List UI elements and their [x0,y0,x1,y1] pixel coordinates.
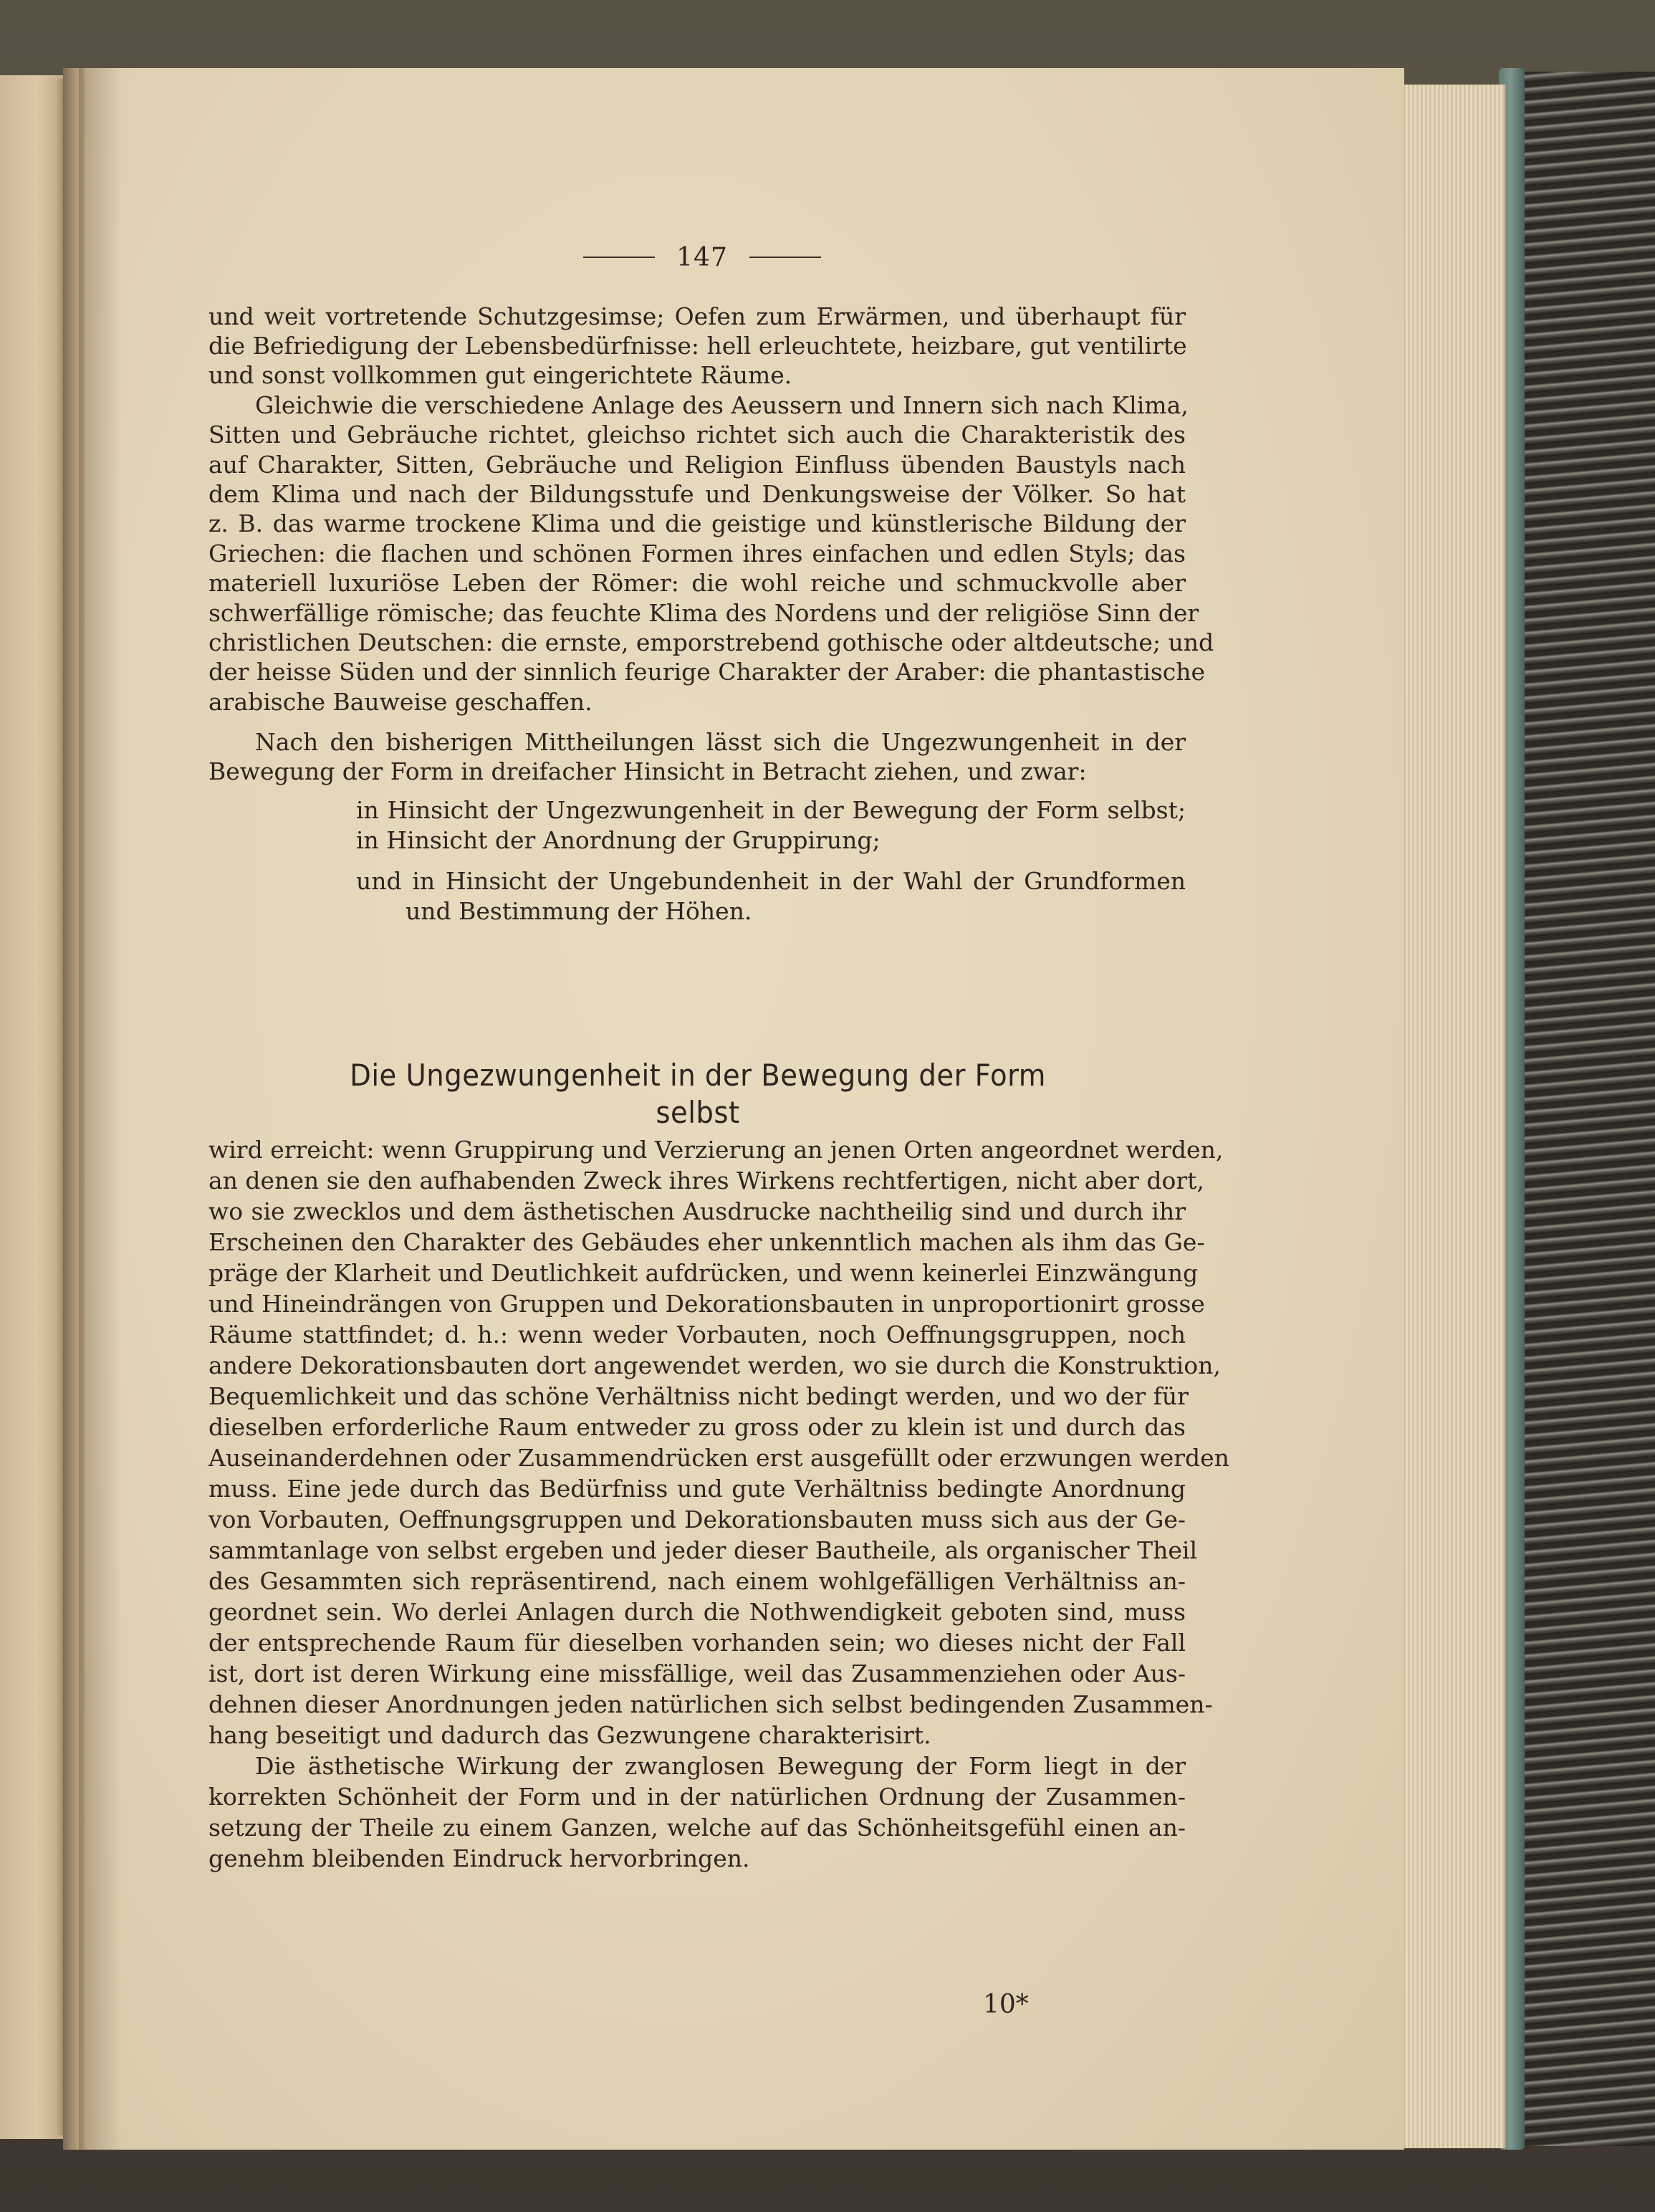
page-number: 147 [676,242,728,272]
text-line: Die ästhetische Wirkung der zwanglosen Bewegung der Form liegt in der [255,1752,1186,1780]
text-line: Bewegung der Form in dreifacher Hinsicht in Betracht ziehen, und zwar: [208,757,1087,785]
text-line: korrekten Schönheit der Form und in der natürlichen Ordnung der Zusammen- [208,1783,1186,1811]
text-line: Bequemlichkeit und das schöne Verhältniss nicht bedingt werden, und wo der für [208,1382,1189,1410]
header-rule-right [749,257,821,258]
text-line: materiell luxuriöse Leben der Römer: die wohl reiche und schmuckvolle aber [208,569,1186,597]
text-line: z. B. das warme trockene Klima und die geistige und künstlerische Bildung der [208,509,1186,537]
text-line: muss. Eine jede durch das Bedürfniss und gute Verhältniss bedingte Anordnung [208,1475,1186,1503]
page-header [566,239,838,275]
text-line: an denen sie den aufhabenden Zweck ihres Wirkens rechtfertigen, nicht aber dort, [208,1167,1204,1194]
text-line: christlichen Deutschen: die ernste, emporstrebend gothische oder altdeutsche; und [208,628,1214,656]
text-line: des Gesammten sich repräsentirend, nach einem wohlgefälligen Verhältniss an- [208,1567,1186,1595]
text-line: arabische Bauweise geschaffen. [208,688,593,716]
text-line: auf Charakter, Sitten, Gebräuche und Religion Einfluss übenden Baustyls nach [208,451,1186,479]
signature-mark: 10* [983,1990,1029,2019]
text-line: genehm bleibenden Eindruck hervorbringen. [208,1844,750,1872]
text-line: hang beseitigt und dadurch das Gezwungene charakterisirt. [208,1721,931,1749]
section-heading: Die Ungezwungenheit in der Bewegung der Form selbst [350,1058,1046,1130]
text-line: die Befriedigung der Lebensbedürfnisse: hell erleuchtete, heizbare, gut ventilirte [208,332,1187,360]
list-item: und in Hinsicht der Ungebundenheit in der Wahl der Grundformen [356,867,1186,895]
text-line: und sonst vollkommen gut eingerichtete Räume. [208,361,792,389]
text-line: Griechen: die flachen und schönen Formen ihres einfachen und edlen Styls; das [208,540,1186,568]
text-line: wird erreicht: wenn Gruppirung und Verzierung an jenen Orten angeordnet werden, [208,1136,1224,1164]
text-line: andere Dekorationsbauten dort angewendet werden, wo sie durch die Konstruktion, [208,1351,1221,1379]
text-line: und weit vortretende Schutzgesimse; Oefen zum Erwärmen, und überhaupt für [208,302,1186,330]
header-rule-left [583,257,655,258]
text-line: der heisse Süden und der sinnlich feurige Charakter der Araber: die phantastische [208,658,1206,686]
list-item: und Bestimmung der Höhen. [406,897,752,925]
list-item: in Hinsicht der Ungezwungenheit in der Bewegung der Form selbst; [356,796,1186,824]
text-line: setzung der Theile zu einem Ganzen, welche auf das Schönheitsgefühl einen an- [208,1814,1186,1842]
text-line: dem Klima und nach der Bildungsstufe und Denkungsweise der Völker. So hat [208,480,1186,508]
text-line: Nach den bisherigen Mittheilungen lässt sich die Ungezwungenheit in der [255,728,1186,756]
text-line: von Vorbauten, Oeffnungsgruppen und Dekorationsbauten muss sich aus der Ge- [208,1505,1186,1533]
list-item: in Hinsicht der Anordnung der Gruppirung; [356,826,881,854]
text-line: präge der Klarheit und Deutlichkeit aufdrücken, und wenn keinerlei Einzwängung [208,1259,1199,1287]
text-line: Auseinanderdehnen oder Zusammendrücken erst ausgefüllt oder erzwungen werden [208,1444,1229,1472]
text-line: Gleichwie die verschiedene Anlage des Aeussern und Innern sich nach Klima, [255,391,1189,419]
text-line: schwerfällige römische; das feuchte Klima des Nordens und der religiöse Sinn der [208,599,1199,627]
text-line: der entsprechende Raum für dieselben vorhanden sein; wo dieses nicht der Fall [208,1629,1186,1657]
text-line: Sitten und Gebräuche richtet, gleichso richtet sich auch die Charakteristik des [208,421,1186,449]
text-line: sammtanlage von selbst ergeben und jeder dieser Bautheile, als organischer Theil [208,1536,1198,1564]
text-line: ist, dort ist deren Wirkung eine missfällige, weil das Zusammenziehen oder Aus- [208,1660,1186,1687]
text-line: dieselben erforderliche Raum entweder zu gross oder zu klein ist und durch das [208,1413,1186,1441]
text-line: dehnen dieser Anordnungen jeden natürlichen sich selbst bedingenden Zusammen- [208,1690,1213,1718]
text-line: Räume stattfindet; d. h.: wenn weder Vorbauten, noch Oeffnungsgruppen, noch [208,1321,1186,1349]
text-line: und Hineindrängen von Gruppen und Dekorationsbauten in unproportionirt grosse [208,1290,1205,1318]
text-line: Erscheinen den Charakter des Gebäudes eher unkenntlich machen als ihm das Ge- [208,1228,1205,1256]
text-line: geordnet sein. Wo derlei Anlagen durch die Nothwendigkeit geboten sind, muss [208,1598,1186,1626]
text-line: wo sie zwecklos und dem ästhetischen Ausdrucke nachtheilig sind und durch ihr [208,1197,1186,1225]
